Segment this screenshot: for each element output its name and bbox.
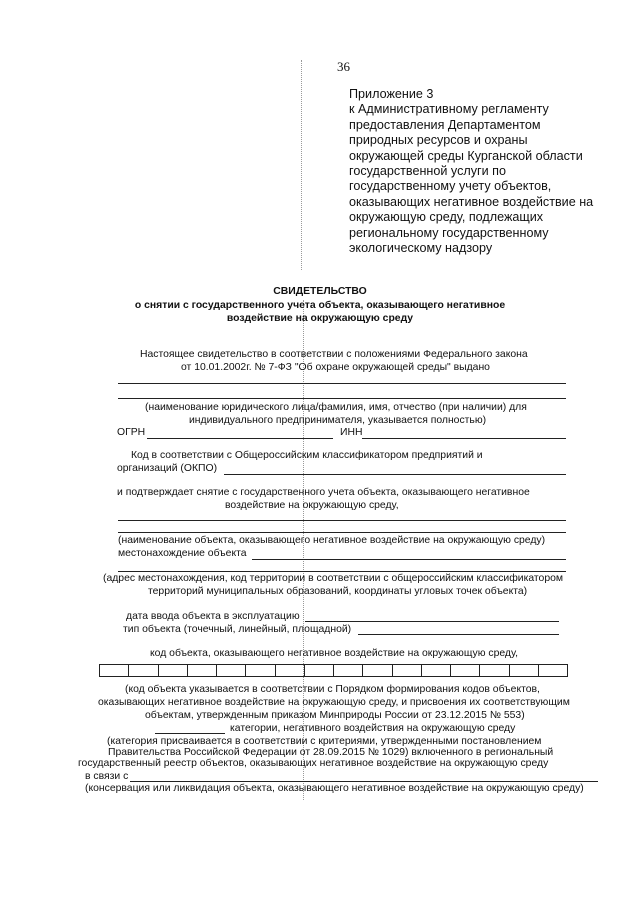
object-blank-line-2 <box>118 532 566 533</box>
category-hint-2: Правительства Российской Федерации от 28.09.2015 № 1029) включенного в региональный <box>108 747 554 758</box>
location-field-line <box>252 559 566 560</box>
appendix-line: к Административному регламенту <box>349 102 549 117</box>
appendix-line: окружающую среду, подлежащих <box>349 210 544 225</box>
code-cell <box>159 665 188 676</box>
code-hint-3: объектам, утвержденным приказом Минприроды России от 23.12.2015 № 553) <box>145 710 525 721</box>
code-cell <box>217 665 246 676</box>
reason-field-line <box>130 781 598 782</box>
reason-hint: (консервация или ликвидация объекта, оказывающего негативное воздействие на окружающую среду) <box>85 783 584 794</box>
scan-fold-line <box>301 60 302 270</box>
okpo-line-2: организаций (ОКПО) <box>117 463 218 474</box>
code-cell <box>305 665 334 676</box>
code-cell <box>100 665 129 676</box>
appendix-line: окружающей среды Курганской области <box>349 148 583 163</box>
category-label: категории, негативного воздействия на окружающую среду <box>230 723 516 734</box>
appendix-line: предоставления Департаментом <box>349 117 541 132</box>
code-cell <box>363 665 392 676</box>
code-hint-1: (код объекта указывается в соответствии с Порядком формирования кодов объектов, <box>125 684 540 695</box>
appendix-block <box>349 87 593 256</box>
ogrn-label: ОГРН <box>117 427 146 438</box>
object-blank-line-1 <box>118 520 566 521</box>
address-hint-2: территорий муниципальных образований, координаты угловых точек объекта) <box>148 586 528 597</box>
code-cell <box>276 665 305 676</box>
code-cell <box>188 665 217 676</box>
name-blank-line-2 <box>118 398 566 399</box>
location-blank-line <box>118 571 566 572</box>
code-cell <box>334 665 363 676</box>
code-label: код объекта, оказывающего негативное воздействие на окружающую среду, <box>150 648 519 659</box>
document-subtitle-2: воздействие на окружающую среду <box>226 313 414 324</box>
address-hint-1: (адрес местонахождения, код территории в соответствии с общероссийским классификатором <box>103 573 564 584</box>
intro-line-2: от 10.01.2002г. № 7-ФЗ "Об охране окружающей среды" выдано <box>181 362 490 373</box>
object-code-cells <box>99 664 568 677</box>
code-hint-2: оказывающих негативное воздействие на окружающую среду, и присвоения их соответствующим <box>98 697 570 708</box>
type-field-line <box>358 634 559 635</box>
appendix-line: государственной услуги по <box>349 164 506 179</box>
date-label: дата ввода объекта в эксплуатацию <box>126 611 300 622</box>
appendix-line: природных ресурсов и охраны <box>349 133 528 148</box>
appendix-line: Приложение 3 <box>349 87 434 101</box>
reason-label: в связи с <box>85 771 129 782</box>
appendix-line: региональному государственному <box>349 225 549 240</box>
inn-field-line <box>362 438 566 439</box>
ogrn-field-line <box>147 438 333 439</box>
document-subtitle-1: о снятии с государственного учета объекта, оказывающего негативное <box>134 300 506 311</box>
category-field-line <box>155 733 225 734</box>
type-label: тип объекта (точечный, линейный, площадной) <box>123 624 352 635</box>
code-cell <box>129 665 158 676</box>
intro-line-1: Настоящее свидетельство в соответствии с положениями Федерального закона <box>140 349 528 360</box>
name-hint-2: индивидуального предпринимателя, указывается полностью) <box>189 415 487 426</box>
code-cell <box>246 665 275 676</box>
confirms-line-1: и подтверждает снятие с государственного учета объекта, оказывающего негативное <box>117 487 530 498</box>
appendix-line: экологическому надзору <box>349 241 493 256</box>
document-title: СВИДЕТЕЛЬСТВО <box>273 286 367 297</box>
name-hint-1: (наименование юридического лица/фамилия, имя, отчество (при наличии) для <box>145 402 527 413</box>
okpo-field-line <box>224 474 566 475</box>
date-field-line <box>305 621 559 622</box>
appendix-line: государственному учету объектов, <box>349 179 552 194</box>
category-hint-1: (категория присваивается в соответствии с критериями, утвержденными постановлением <box>107 736 542 747</box>
code-cell <box>539 665 567 676</box>
location-label: местонахождение объекта <box>118 548 247 559</box>
code-cell <box>393 665 422 676</box>
category-hint-3: государственный реестр объектов, оказывающих негативное воздействие на окружающую среду <box>78 758 549 769</box>
page-number: 36 <box>337 59 350 74</box>
appendix-line: оказывающих негативное воздействие на <box>349 194 594 209</box>
code-cell <box>422 665 451 676</box>
okpo-line-1: Код в соответствии с Общероссийским классификатором предприятий и <box>131 450 483 461</box>
code-cell <box>480 665 509 676</box>
code-cell <box>451 665 480 676</box>
confirms-line-2: воздействие на окружающую среду, <box>225 500 399 511</box>
inn-label: ИНН <box>340 427 363 438</box>
name-blank-line-1 <box>118 383 566 384</box>
code-cell <box>510 665 539 676</box>
object-hint: (наименование объекта, оказывающего негативное воздействие на окружающую среду) <box>118 535 546 546</box>
